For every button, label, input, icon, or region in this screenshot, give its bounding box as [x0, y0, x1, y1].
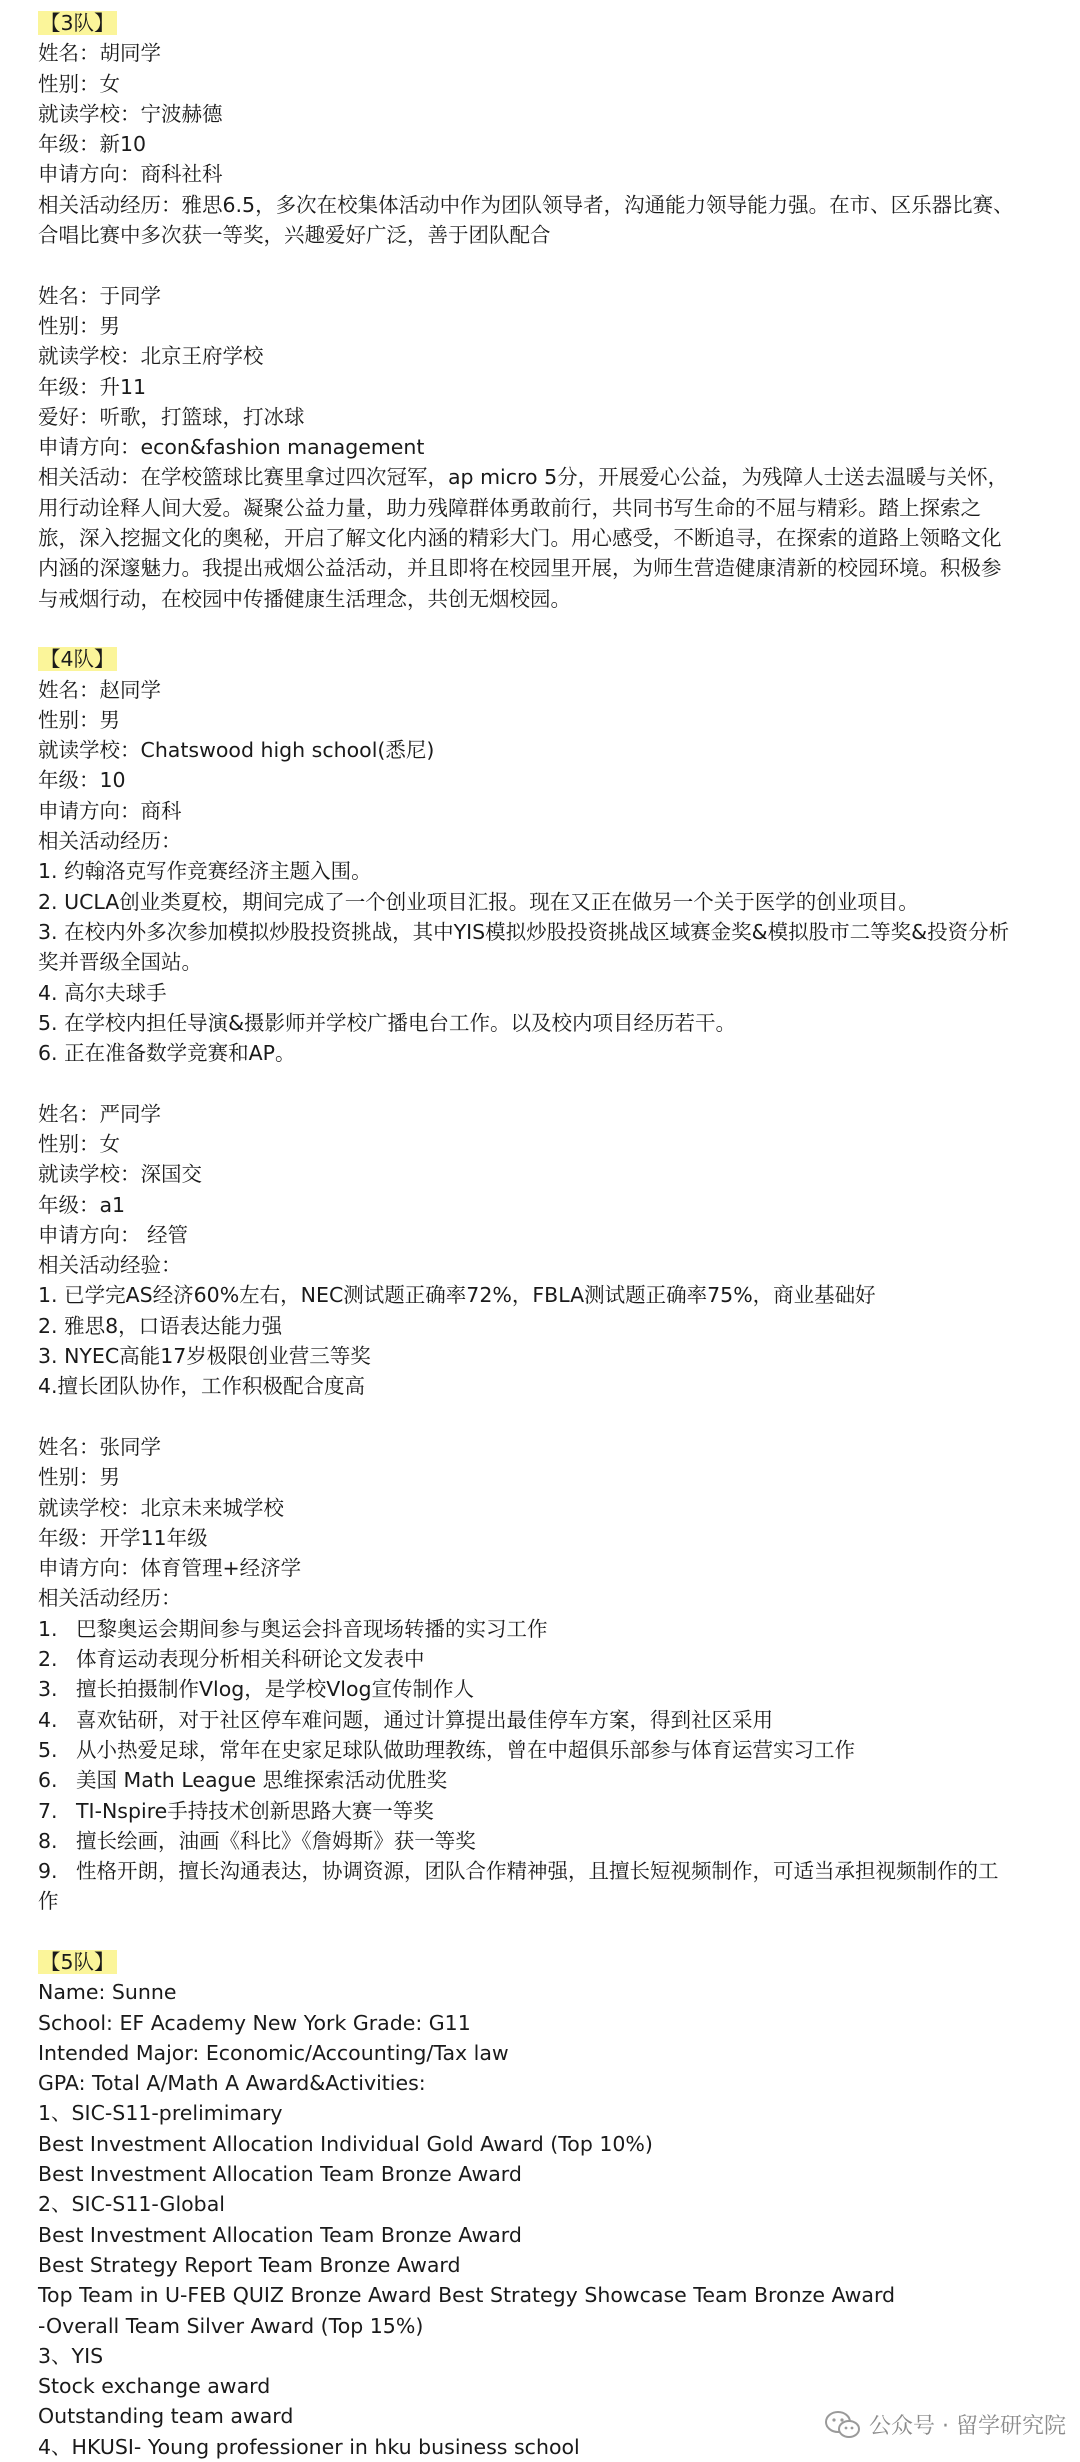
text-line: 1. 已学完AS经济60%左右，NEC测试题正确率72%，FBLA测试题正确率75%，商业基础好 [38, 1283, 876, 1308]
text-line: 性别：女 [38, 71, 120, 96]
text-line: 4. 高尔夫球手 [38, 980, 167, 1005]
wechat-icon [825, 2410, 861, 2440]
text-line: 1. 约翰洛克写作竞赛经济主题入围。 [38, 859, 372, 884]
blank-line [38, 250, 1058, 280]
text-line: 5. 在学校内担任导演&摄影师并学校广播电台工作。以及校内项目经历若干。 [38, 1010, 737, 1035]
text-line: 性别：男 [38, 707, 120, 732]
team-header [38, 1947, 1058, 1977]
item-number: 7. [38, 1798, 58, 1823]
text-line: 3、YIS [38, 2343, 104, 2368]
item-text: 从小热爱足球，常年在史家足球队做助理教练，曾在中超俱乐部参与体育运营实习工作 [76, 1737, 855, 1762]
blank-line [38, 1068, 1058, 1098]
text-line: 申请方向：econ&fashion management [38, 435, 425, 460]
item-number: 2. [38, 1647, 58, 1672]
text-line: 年级：升11 [38, 374, 147, 399]
text-line: School: EF Academy New York Grade: G11 [38, 2010, 471, 2035]
text-line: Best Strategy Report Team Bronze Award [38, 2252, 461, 2277]
text-line: 1、SIC-S11-prelimimary [38, 2101, 283, 2126]
numbered-item [38, 1705, 1058, 1735]
numbered-item [38, 1674, 1058, 1704]
team-header-label: 【3队】 [40, 11, 115, 35]
item-text: 性格开朗，擅长沟通表达，协调资源，团队合作精神强，且擅长短视频制作，可适当承担视频制作的工 [76, 1859, 999, 1884]
item-text: 体育运动表现分析相关科研论文发表中 [76, 1647, 425, 1672]
text-line: 合唱比赛中多次获一等奖，兴趣爱好广泛，善于团队配合 [38, 223, 551, 248]
text-line: 申请方向： 经管 [38, 1222, 189, 1247]
text-line: 姓名：赵同学 [38, 677, 161, 702]
text-line: 相关活动经历： [38, 1586, 182, 1611]
item-number: 6. [38, 1768, 58, 1793]
text-line: Top Team in U-FEB QUIZ Bronze Award Best Strategy Showcase Team Bronze Award [38, 2283, 896, 2308]
item-text: 喜欢钻研，对于社区停车难问题，通过计算提出最佳停车方案，得到社区采用 [76, 1707, 773, 1732]
team-header [38, 8, 1058, 38]
numbered-item [38, 1765, 1058, 1795]
item-text: 美国 Math League 思维探索活动优胜奖 [76, 1768, 448, 1793]
blank-line [38, 614, 1058, 644]
numbered-item [38, 1826, 1058, 1856]
text-line: 旅，深入挖掘文化的奥秘，开启了解文化内涵的精彩大门。用心感受，不断追寻，在探索的道路上领略文化 [38, 526, 1002, 551]
numbered-item [38, 1644, 1058, 1674]
text-line: -Overall Team Silver Award (Top 15%) [38, 2313, 424, 2338]
text-line: 用行动诠释人间大爱。凝聚公益力量，助力残障群体勇敢前行，共同书写生命的不屈与精彩。踏上探索之 [38, 495, 981, 520]
text-line: 年级：新10 [38, 132, 147, 157]
item-number: 9. [38, 1859, 58, 1884]
blank-line [38, 1917, 1058, 1947]
text-line: 奖并晋级全国站。 [38, 950, 202, 975]
text-line: 申请方向：商科社科 [38, 162, 223, 187]
text-line: 年级：开学11年级 [38, 1525, 208, 1550]
team-header-label: 【5队】 [40, 1950, 115, 1974]
item-number: 4. [38, 1707, 58, 1732]
text-line: 申请方向：体育管理+经济学 [38, 1556, 302, 1581]
text-line: 相关活动：在学校篮球比赛里拿过四次冠军，ap micro 5分，开展爱心公益，为残障人士送去温暖与关怀， [38, 465, 1009, 490]
numbered-item [38, 1735, 1058, 1765]
text-line: 6. 正在准备数学竞赛和AP。 [38, 1041, 296, 1066]
text-line: 4、HKUSI- Young professioner in hku business school [38, 2434, 580, 2459]
text-line: Best Investment Allocation Individual Gold Award (Top 10%) [38, 2131, 653, 2156]
text-line: 就读学校：Chatswood high school(悉尼) [38, 738, 435, 763]
numbered-item [38, 1796, 1058, 1826]
text-line: 3. 在校内外多次参加模拟炒股投资挑战，其中YIS模拟炒股投资挑战区域赛金奖&模拟股市二等奖&投资分析 [38, 919, 1010, 944]
text-line: Best Investment Allocation Team Bronze Award [38, 2162, 522, 2187]
text-line: 申请方向：商科 [38, 798, 182, 823]
text-line: 性别：男 [38, 1465, 120, 1490]
watermark [825, 2409, 1066, 2440]
text-line: 姓名：张同学 [38, 1434, 161, 1459]
text-line: 2、SIC-S11-Global [38, 2192, 225, 2217]
text-line: 性别：男 [38, 313, 120, 338]
text-line: 与戒烟行动，在校园中传播健康生活理念，共创无烟校园。 [38, 586, 571, 611]
text-line: 相关活动经历：雅思6.5，多次在校集体活动中作为团队领导者，沟通能力领导能力强。在市、区乐器比赛、 [38, 192, 1014, 217]
text-line: 爱好：听歌，打篮球，打冰球 [38, 404, 305, 429]
numbered-item [38, 1614, 1058, 1644]
text-line: 性别：女 [38, 1131, 120, 1156]
text-line: 姓名：严同学 [38, 1101, 161, 1126]
watermark-text: 公众号 · 留学研究院 [869, 2414, 1066, 2439]
text-line: Name: Sunne [38, 1980, 177, 2005]
item-number: 5. [38, 1737, 58, 1762]
text-line: 4.擅长团队协作，工作积极配合度高 [38, 1374, 366, 1399]
text-line: 作 [38, 1889, 59, 1914]
team-header [38, 644, 1058, 674]
text-line: Best Investment Allocation Team Bronze Award [38, 2222, 522, 2247]
item-text: 巴黎奥运会期间参与奥运会抖音现场转播的实习工作 [76, 1616, 548, 1641]
item-number: 8. [38, 1828, 58, 1853]
text-line: 就读学校：北京未来城学校 [38, 1495, 284, 1520]
text-line: 3. NYEC高能17岁极限创业营三等奖 [38, 1344, 371, 1369]
text-line: 年级：10 [38, 768, 126, 793]
item-text: TI-Nspire手持技术创新思路大赛一等奖 [76, 1798, 434, 1823]
text-line: 内涵的深邃魅力。我提出戒烟公益活动，并且即将在校园里开展，为师生营造健康清新的校园环境。积极参 [38, 556, 1002, 581]
item-text: 擅长绘画，油画《科比》《詹姆斯》获一等奖 [76, 1828, 476, 1853]
text-line: 就读学校：北京王府学校 [38, 344, 264, 369]
text-line: 2. 雅思8，口语表达能力强 [38, 1313, 283, 1338]
text-line: 相关活动经历： [38, 829, 182, 854]
text-line: GPA: Total A/Math A Award&Activities: [38, 2071, 426, 2096]
numbered-item [38, 1856, 1058, 1886]
text-line: Intended Major: Economic/Accounting/Tax law [38, 2040, 509, 2065]
text-line: 年级：a1 [38, 1192, 126, 1217]
team-header-label: 【4队】 [40, 647, 115, 672]
text-line: Stock exchange award [38, 2374, 271, 2399]
text-line: 就读学校：宁波赫德 [38, 101, 223, 126]
item-number: 1. [38, 1616, 58, 1641]
text-line: 姓名：胡同学 [38, 41, 161, 66]
text-line: Outstanding team award [38, 2404, 294, 2429]
item-text: 擅长拍摄制作Vlog，是学校Vlog宣传制作人 [76, 1677, 475, 1702]
text-line: 姓名：于同学 [38, 283, 161, 308]
blank-line [38, 1402, 1058, 1432]
text-line: 2. UCLA创业类夏校，期间完成了一个创业项目汇报。现在又正在做另一个关于医学的创业项目。 [38, 889, 919, 914]
text-line: 就读学校：深国交 [38, 1162, 202, 1187]
document-body [38, 8, 1058, 2462]
text-line: 相关活动经验： [38, 1253, 182, 1278]
item-number: 3. [38, 1677, 58, 1702]
